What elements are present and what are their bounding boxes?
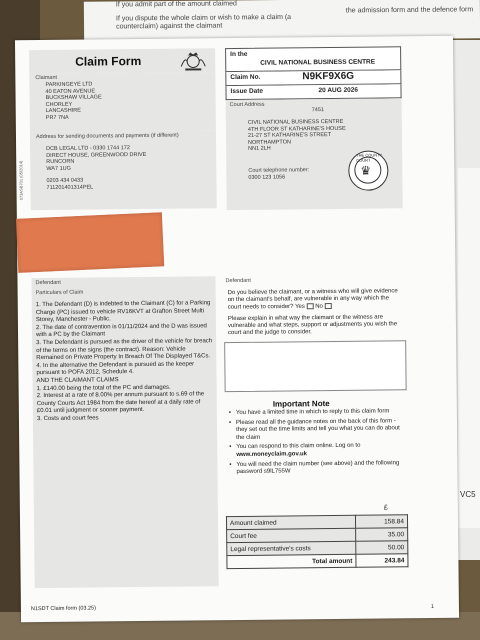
court-name: CIVIL NATIONAL BUSINESS CENTRE	[260, 58, 376, 67]
court-address-label: Court Address	[229, 101, 265, 109]
no-checkbox[interactable]	[324, 303, 331, 309]
background-sheet-right-2	[458, 168, 480, 528]
currency-symbol: £	[383, 504, 388, 512]
total-row	[227, 554, 408, 569]
note-item: • You will need the claim number (see above) and the following password s9lL755W	[229, 460, 405, 477]
yes-option: Yes	[295, 303, 305, 310]
address-for-service-section	[30, 130, 217, 210]
important-note-list	[229, 408, 406, 479]
redaction-tape	[16, 212, 164, 273]
background-fragment: VC5	[460, 490, 476, 499]
address-for-service-label: Address for sending documents and payments (if different)	[35, 132, 179, 141]
no-option: No	[315, 303, 323, 310]
amount-value: 158.84	[355, 515, 407, 529]
total-value: 243.84	[356, 554, 408, 568]
page-number: 1	[430, 603, 435, 610]
crown-icon: ♛	[360, 163, 372, 178]
particulars-label: Particulars of Claim	[35, 289, 84, 297]
side-reference: 073ASB701 (05/2014)	[18, 160, 24, 201]
in-the-label: In the	[230, 50, 248, 59]
court-phone-label: Court telephone number:	[248, 167, 310, 174]
issue-date: 20 AUG 2026	[318, 86, 359, 95]
service-address: DCB LEGAL LTD - 0330 1744 172 DIRECT HOUSE, GREENWOOD DRIVE RUNCORN WA7 1UG 0203 434 0433 711201401314PEL	[46, 145, 147, 191]
claim-form	[15, 36, 459, 623]
claimant-label: Claimant	[35, 74, 58, 82]
total-label: Total amount	[227, 554, 356, 568]
background-text-line2: If you dispute the whole claim or wish to make a claim (a counterclaim) against the claimant	[115, 13, 292, 31]
seal-text: THE COUNTY COURT	[356, 152, 383, 163]
form-title: Claim Form	[75, 53, 142, 69]
amount-label: Court fee	[227, 528, 356, 542]
background-text-line1: If you admit part of the amount claimed	[115, 0, 237, 9]
vulnerability-section	[223, 274, 406, 342]
defendant-label-left: Defendant	[35, 279, 61, 287]
claim-number: N9KF9X6G	[302, 70, 355, 83]
amount-value: 35.00	[356, 528, 408, 542]
claim-number-label: Claim No.	[230, 73, 261, 82]
claimant-address: PARKINGEYE LTD 40 EATON AVENUE BUCKSHAW VILLAGE CHORLEY LANCASHIRE PR7 7NA	[45, 81, 102, 121]
note-item: • You have a limited time in which to reply to this claim form	[229, 408, 405, 417]
amount-label: Legal representative's costs	[227, 541, 356, 555]
particulars-of-claim: 1. The Defendant (D) is indebted to the Claimant (C) for a Parking Charge (PC) issued to vehicle RV16KVT at Grafton Street Multi Storey, Manchester - Public. 2. The date of contravention is 01/11/2024 and the D was issued with a PC by the Claimant 3. The Defendant is pursued as the driver of the vehicle for breach of the terms on the signs (the contract). Reason: Vehicle Remained on Private Property In Breach Of The Displayed T&Cs. 4. In the alternative the Defendant is pursued as the keeper pursuant to POFA 2012, Schedule 4. AND THE CLAIMANT CLAIMS 1. £140.00 being the total of the PC and damages. 2. Interest at a rate of 8.00% per annum pursuant to s.69 of the County Courts Act 1984 from the date hereof at a daily rate of £0.01 until judgment or sooner payment. 3. Costs and court fees	[35, 300, 213, 423]
court-code: 7451	[311, 107, 324, 114]
note-item: • You can respond to this claim online. Log on to www.moneyclaim.gov.uk	[229, 443, 405, 460]
form-reference: N1SDT Claim form (03.25)	[30, 605, 96, 613]
amount-label: Amount claimed	[226, 515, 355, 529]
background-text-right: the admission form and the defence form	[345, 6, 474, 15]
amount-value: 50.00	[356, 541, 408, 555]
amounts-table	[226, 514, 409, 569]
vulnerability-explain-text: Please explain in what way the claimant or the witness are vulnerable and what steps, support or adjustments you wish the court and the judge to consider.	[227, 314, 398, 337]
royal-crest-icon	[177, 50, 209, 72]
issue-date-label: Issue Date	[230, 87, 264, 96]
court-address: CIVIL NATIONAL BUSINESS CENTRE 4TH FLOOR ST KATHARINE'S HOUSE 21-27 ST KATHARINE'S STREET NORTHAMPTON NN1 2LH	[247, 118, 346, 152]
claimant-section	[29, 72, 216, 132]
note-item: • Please read all the guidance notes on the back of this form - they set out the time limits and tell you what you can do about the claim	[229, 418, 405, 443]
important-note-title: Important Note	[272, 399, 330, 409]
moneyclaim-link[interactable]: www.moneyclaim.gov.uk	[236, 451, 308, 458]
defendant-label-right: Defendant	[225, 277, 251, 285]
vulnerability-explain-field[interactable]	[224, 340, 407, 392]
yes-checkbox[interactable]	[306, 303, 313, 309]
court-name-box	[225, 46, 401, 72]
court-phone: 0300 123 1056	[248, 174, 286, 181]
court-seal-icon	[348, 150, 388, 190]
vulnerability-question: Do you believe the claimant, or a witness who will give evidence on the claimant's behalf, are vulnerable in any way which the court needs to consider? Yes No	[227, 288, 398, 311]
